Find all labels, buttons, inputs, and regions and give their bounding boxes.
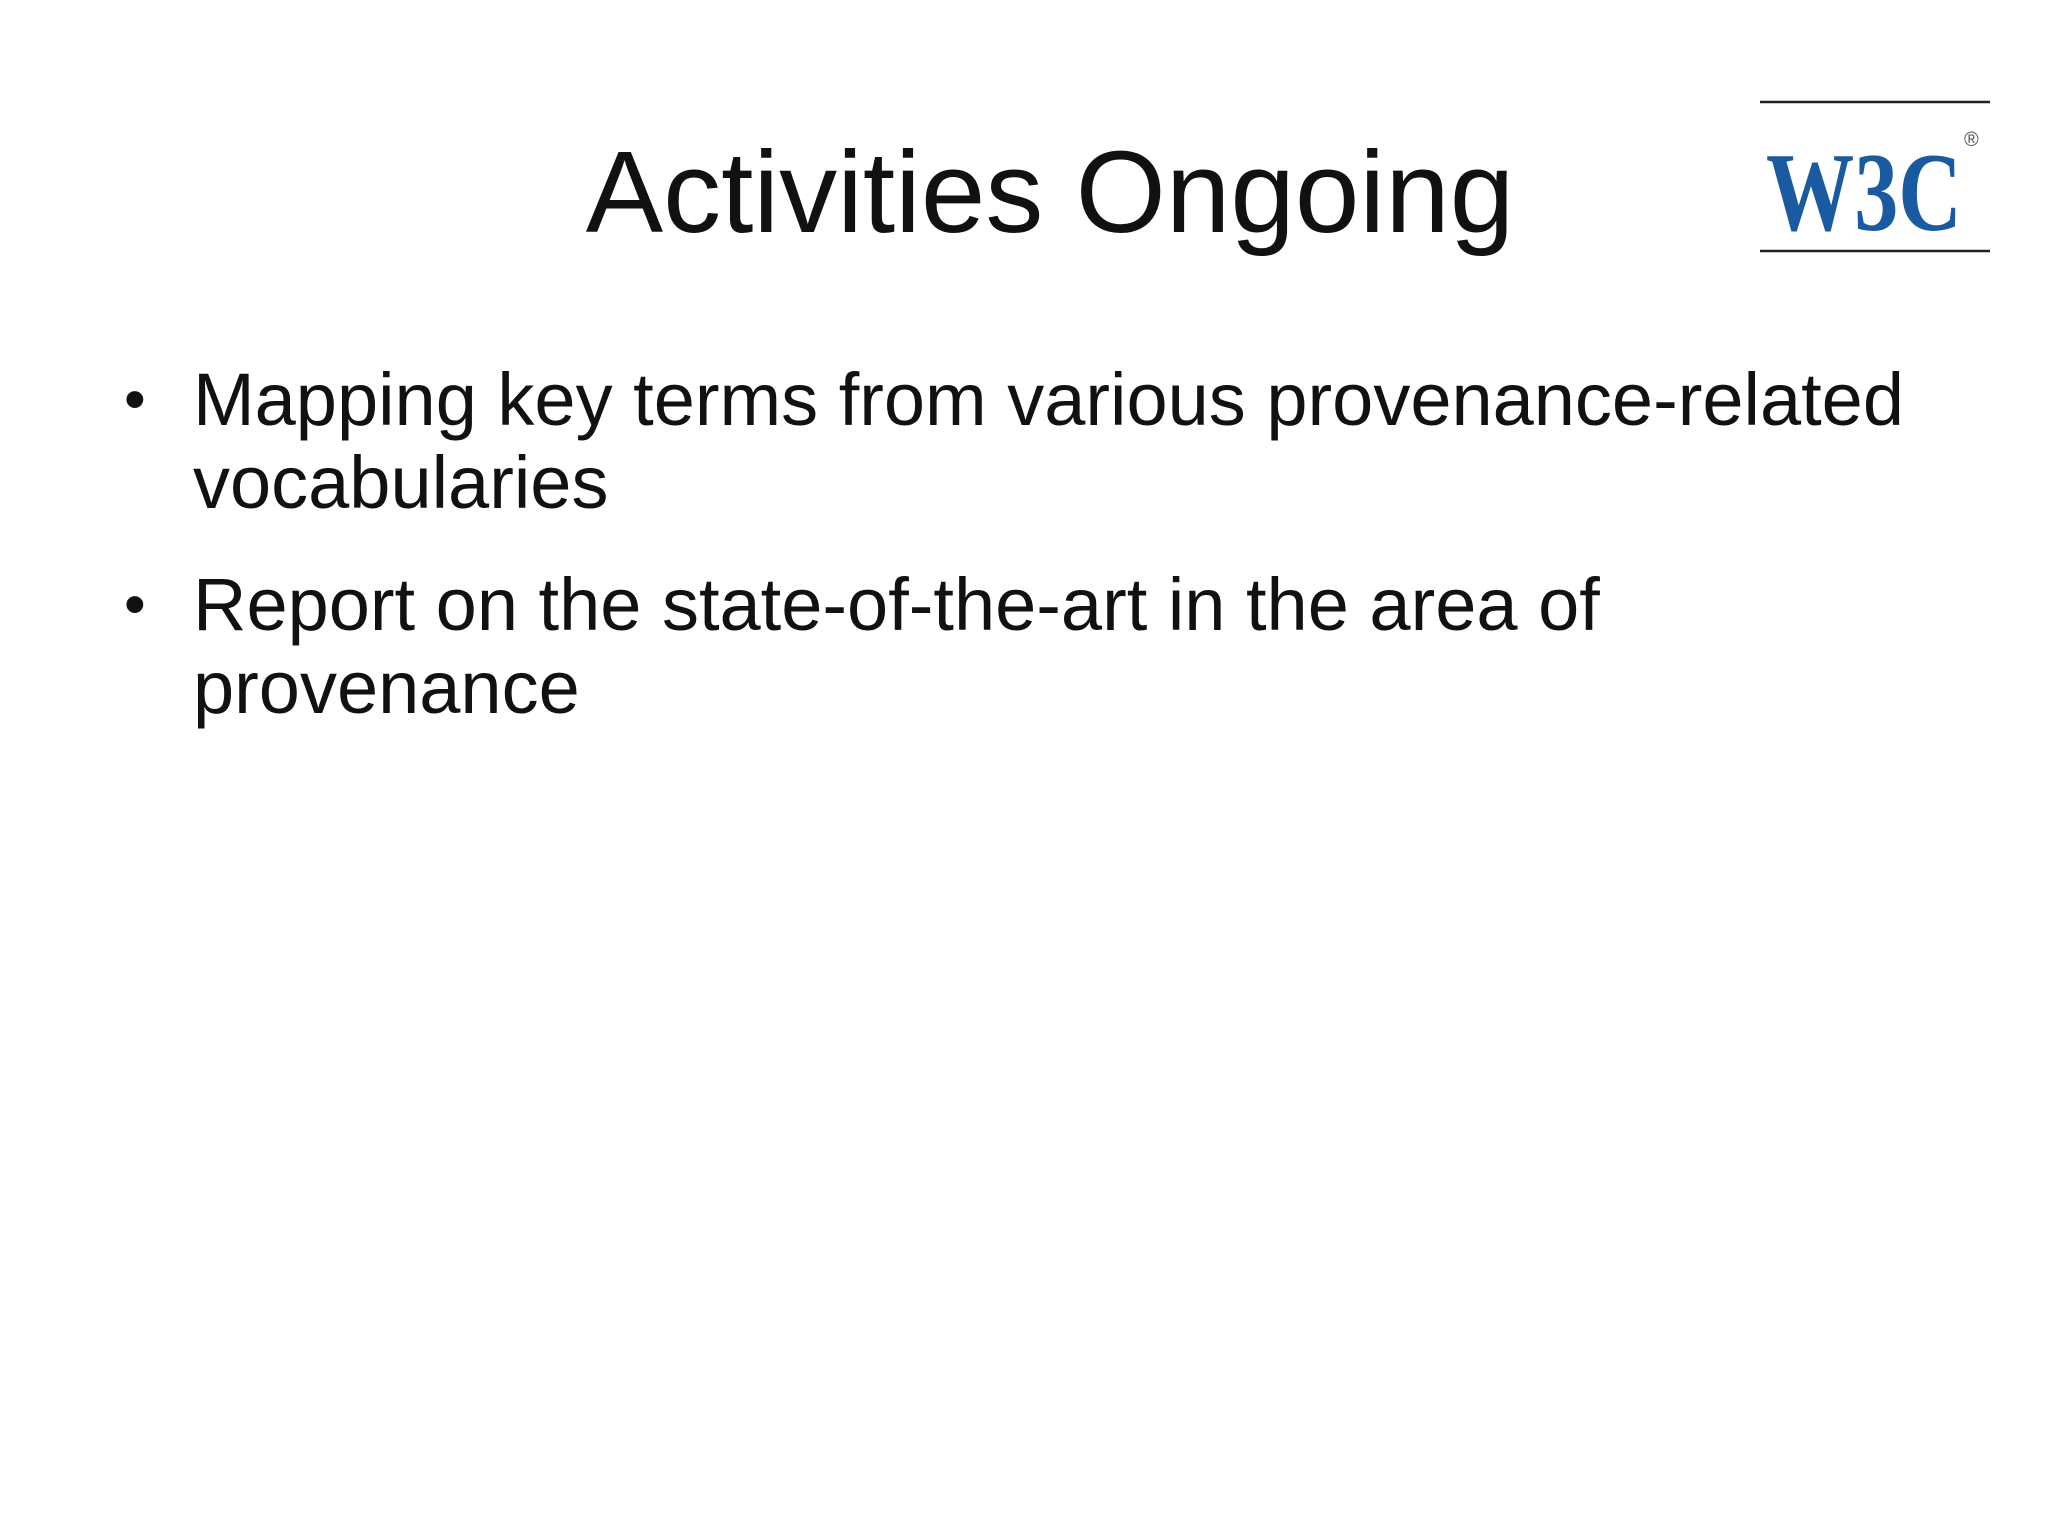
bullet-list: [120, 358, 1980, 768]
bullet-text: Report on the state-of-the-art in the area of provenance: [193, 563, 1600, 729]
slide-title: Activities Ongoing: [585, 127, 1515, 257]
w3c-logo-graphic: [1760, 100, 1990, 255]
registered-mark-icon: ®: [1964, 129, 1979, 151]
bullet-marker: •: [124, 365, 146, 434]
w3c-logo: [1760, 100, 1990, 255]
bullet-item: [120, 358, 1980, 524]
w3c-logo-text: W3C: [1766, 131, 1962, 255]
bullet-marker: •: [124, 570, 146, 639]
bullet-item: [120, 563, 1980, 729]
bullet-text: Mapping key terms from various provenance-related vocabularies: [193, 358, 1904, 524]
